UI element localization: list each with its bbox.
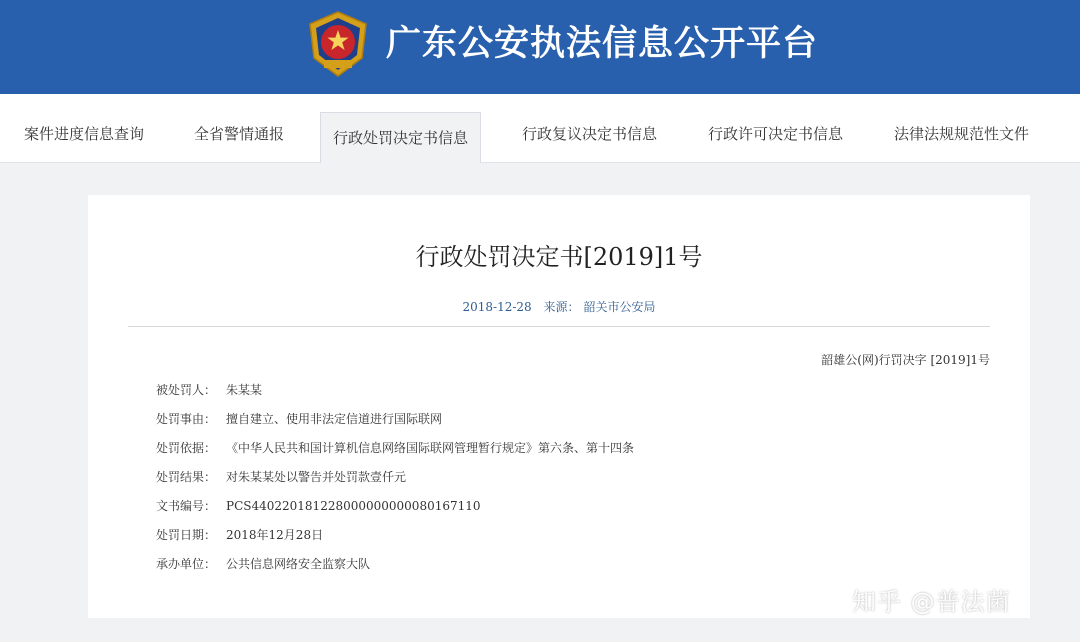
tab-admin-review-decision[interactable]: 行政复议决定书信息	[522, 125, 658, 143]
field-value: 公共信息网络安全监察大队	[226, 557, 371, 571]
zhihu-watermark: 知乎 @普法菌	[852, 588, 1011, 616]
field-label: 承办单位：	[156, 557, 217, 571]
platform-title: 广东公安执法信息公开平台	[386, 24, 819, 64]
tab-admin-license-decision[interactable]: 行政许可决定书信息	[708, 125, 844, 143]
field-penalized-person	[156, 381, 262, 401]
field-value: 朱某某	[226, 383, 263, 397]
title-divider	[128, 326, 990, 327]
tab-admin-penalty-decision[interactable]: 行政处罚决定书信息	[320, 112, 481, 163]
field-penalty-date	[156, 526, 323, 546]
field-value: PCS440220181228000000000080167110	[226, 499, 481, 513]
police-emblem-icon	[306, 10, 370, 80]
header-bar	[0, 0, 1080, 94]
tab-case-progress-query[interactable]: 案件进度信息查询	[24, 125, 145, 143]
document-title: 行政处罚决定书[2019]1号	[415, 243, 703, 271]
field-penalty-result	[156, 468, 406, 488]
field-label: 被处罚人：	[156, 383, 217, 397]
document-meta	[88, 298, 1030, 315]
field-label: 文书编号：	[156, 499, 217, 513]
tab-provincial-police-report[interactable]: 全省警情通报	[194, 125, 285, 143]
nav-bar	[0, 94, 1080, 163]
field-value: 《中华人民共和国计算机信息网络国际联网管理暂行规定》第六条、第十四条	[226, 441, 635, 455]
field-penalty-basis	[156, 439, 634, 459]
tab-laws-regulations[interactable]: 法律法规规范性文件	[894, 125, 1030, 143]
document-panel	[88, 195, 1030, 618]
field-label: 处罚日期：	[156, 528, 217, 542]
field-document-serial	[156, 497, 481, 517]
field-value: 对朱某某处以警告并处罚款壹仟元	[226, 470, 407, 484]
source-label: 来源：	[543, 300, 580, 314]
field-value: 擅自建立、使用非法定信道进行国际联网	[226, 412, 443, 426]
field-value: 2018年12月28日	[226, 528, 324, 542]
field-handling-unit	[156, 555, 370, 575]
field-penalty-reason	[156, 410, 442, 430]
field-label: 处罚事由：	[156, 412, 217, 426]
document-source: 韶关市公安局	[583, 300, 656, 314]
field-label: 处罚结果：	[156, 470, 217, 484]
document-number: 韶雄公(网)行罚决字 [2019]1号	[821, 353, 990, 367]
field-label: 处罚依据：	[156, 441, 217, 455]
document-date: 2018-12-28	[462, 300, 532, 314]
